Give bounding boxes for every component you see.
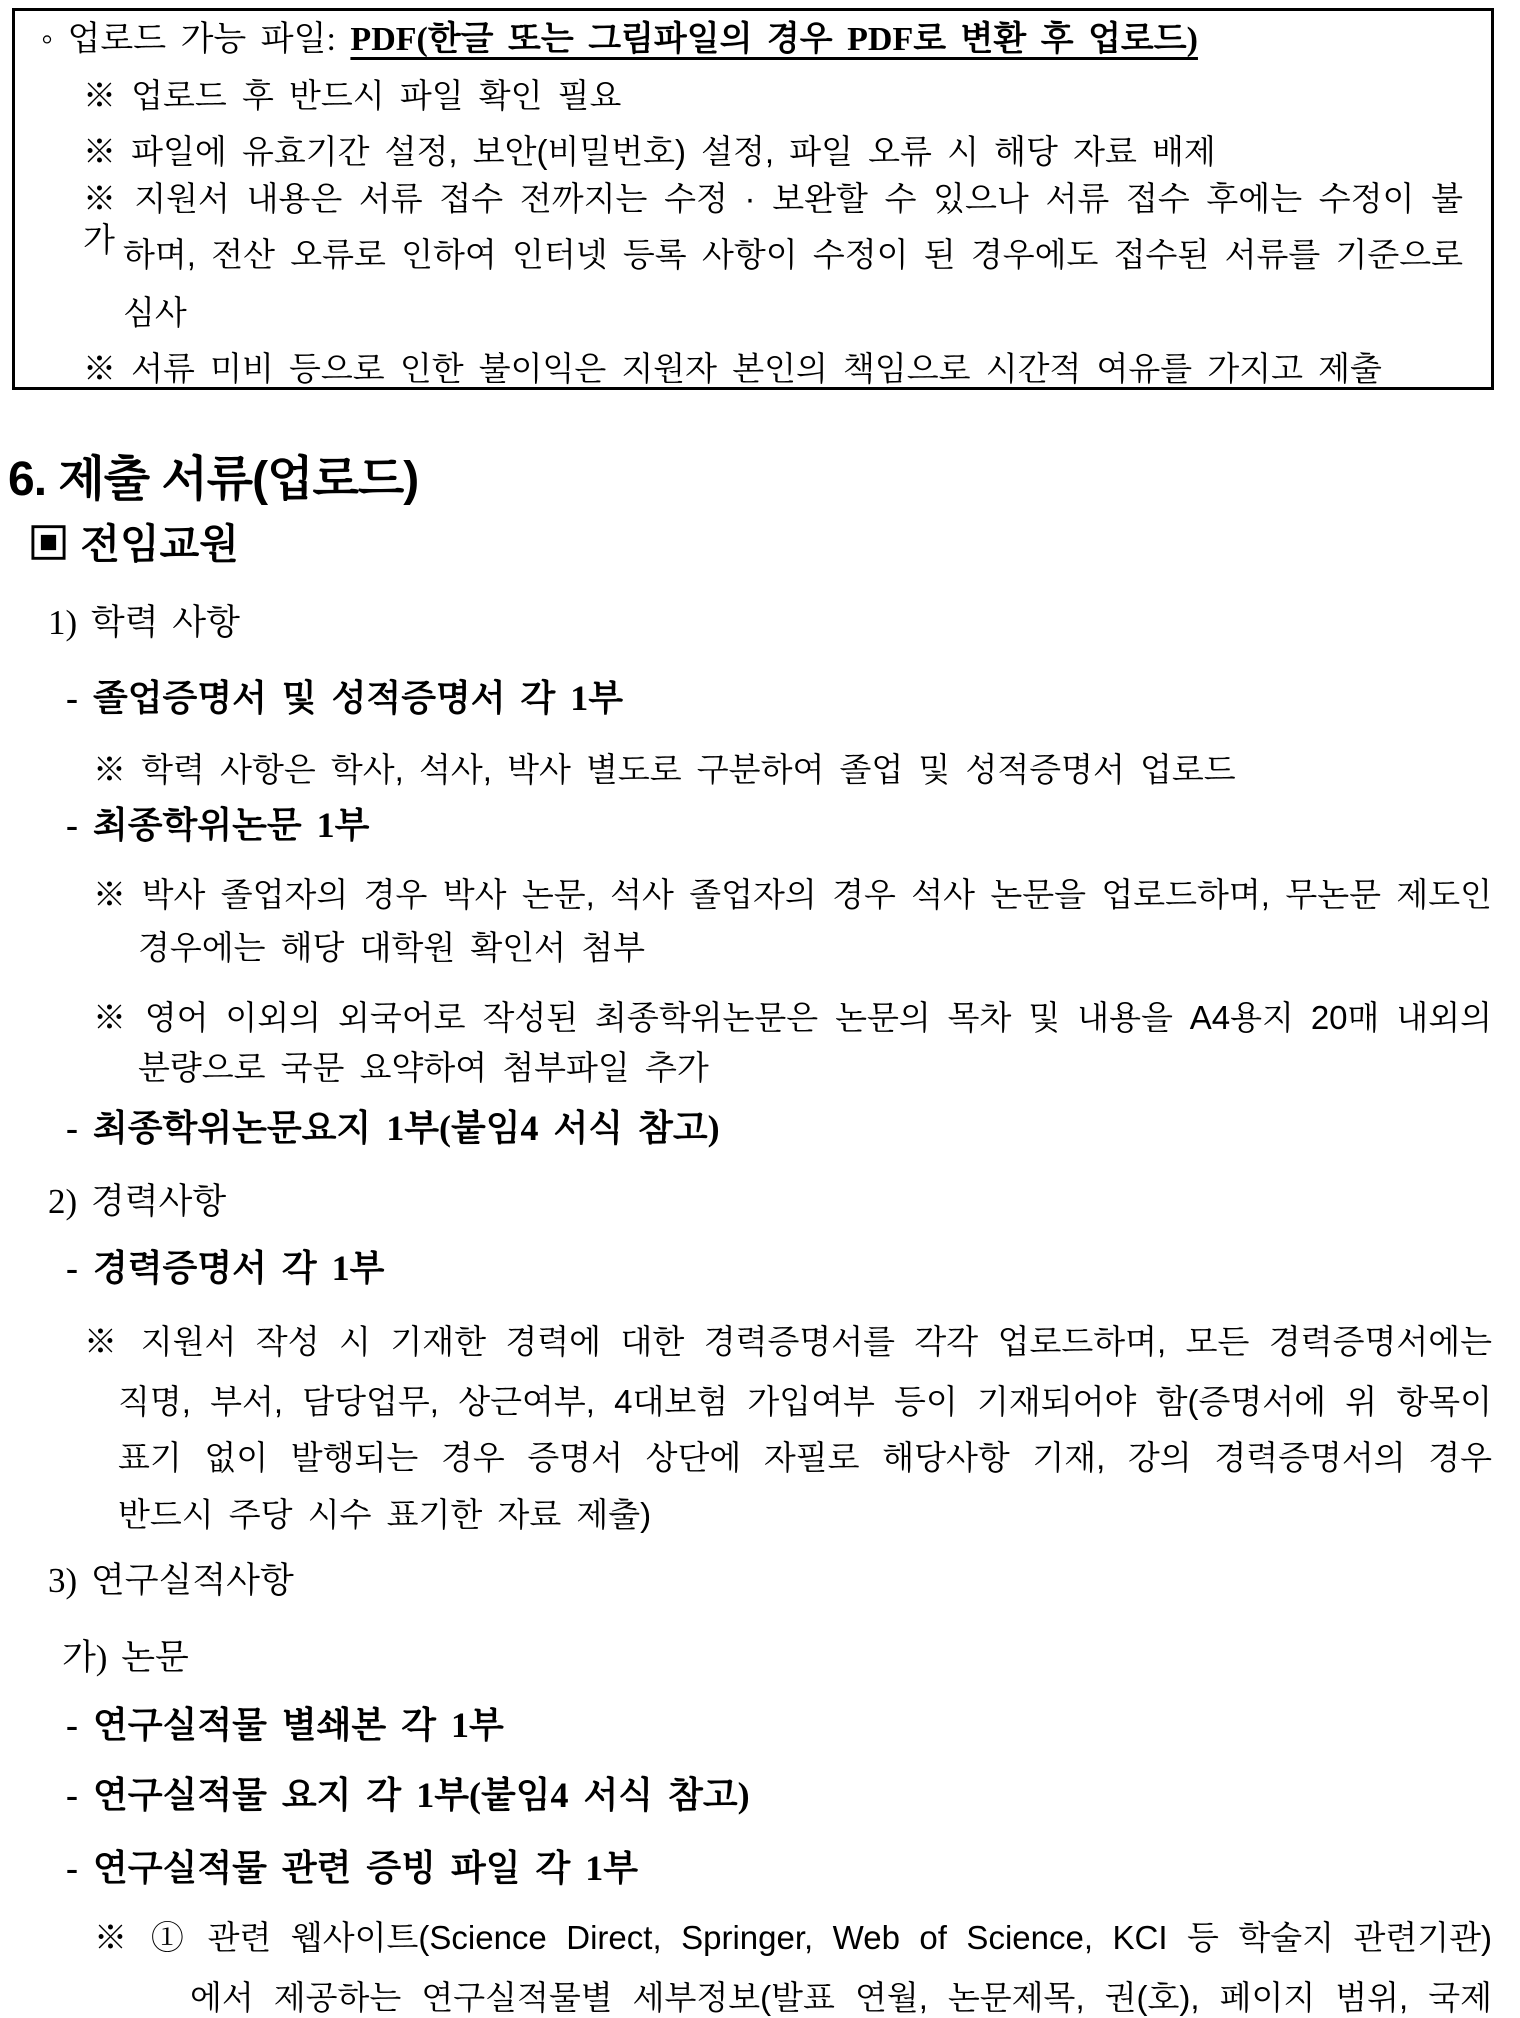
education-item-2-note-1-line-1: ※ 박사 졸업자의 경우 박사 논문, 석사 졸업자의 경우 석사 논문을 업로드하며, 무논문 제도인 [93, 876, 1492, 913]
research-item-2: - 연구실적물 요지 각 1부(붙임4 서식 참고) [66, 1775, 750, 1815]
education-item-2-note-2-line-1: ※ 영어 이외의 외국어로 작성된 최종학위논문은 논문의 목차 및 내용을 A4용지 20매 내외의 [93, 999, 1492, 1036]
section-6-heading: 6. 제출 서류(업로드) [8, 453, 419, 506]
education-heading: 1) 학력 사항 [48, 603, 240, 642]
career-heading: 2) 경력사항 [48, 1182, 227, 1221]
career-note-line-1: ※ 지원서 작성 시 기재한 경력에 대한 경력증명서를 각각 업로드하며, 모든 경력증명서에는 [84, 1323, 1492, 1360]
career-note-line-4: 반드시 주당 시수 표기한 자료 제출) [118, 1496, 652, 1533]
notice-note-3-line-1: ※ 지원서 내용은 서류 접수 전까지는 수정 · 보완할 수 있으나 서류 접수 후에는 수정이 불가 [83, 180, 1463, 259]
upload-notice-title [41, 19, 1198, 62]
research-sub-heading: 가) 논문 [62, 1638, 189, 1677]
career-note-line-2: 직명, 부서, 담당업무, 상근여부, 4대보험 가입여부 등이 기재되어야 함(증명서에 위 항목이 [118, 1383, 1492, 1420]
research-note-line-1: ※ ① 관련 웹사이트(Science Direct, Springer, Web of Science, KCI 등 학술지 관련기관) [94, 1919, 1492, 1956]
notice-note-3-line-3: 심사 [123, 294, 187, 331]
notice-note-2: ※ 파일에 유효기간 설정, 보안(비밀번호) 설정, 파일 오류 시 해당 자료 배제 [83, 133, 1216, 170]
notice-note-4: ※ 서류 미비 등으로 인한 불이익은 지원자 본인의 책임으로 시간적 여유를 가지고 제출 [83, 350, 1382, 387]
education-item-2-note-2-line-2: 분량으로 국문 요약하여 첨부파일 추가 [138, 1049, 709, 1086]
education-item-3: - 최종학위논문요지 1부(붙임4 서식 참고) [66, 1108, 720, 1148]
education-item-2: - 최종학위논문 1부 [66, 805, 370, 845]
education-item-1: - 졸업증명서 및 성적증명서 각 1부 [66, 678, 624, 718]
research-item-3: - 연구실적물 관련 증빙 파일 각 1부 [66, 1848, 639, 1888]
notice-note-1: ※ 업로드 후 반드시 파일 확인 필요 [83, 77, 622, 114]
research-note-line-2: 에서 제공하는 연구실적물별 세부정보(발표 연월, 논문제목, 권(호), 페이지 범위, 국제 [190, 1979, 1492, 2016]
research-item-1: - 연구실적물 별쇄본 각 1부 [66, 1705, 504, 1745]
education-item-1-note: ※ 학력 사항은 학사, 석사, 박사 별도로 구분하여 졸업 및 성적증명서 업로드 [93, 751, 1236, 788]
upload-notice-box [12, 8, 1494, 390]
notice-note-3-line-2: 하며, 전산 오류로 인하여 인터넷 등록 사항이 수정이 된 경우에도 접수된 서류를 기준으로 [123, 236, 1463, 273]
research-heading: 3) 연구실적사항 [48, 1561, 294, 1600]
career-note-line-3: 표기 없이 발행되는 경우 증명서 상단에 자필로 해당사항 기재, 강의 경력증명서의 경우 [118, 1439, 1492, 1476]
upload-notice-title-prefix: ◦ 업로드 가능 파일: [41, 21, 351, 58]
faculty-heading: ▣ 전임교원 [28, 521, 239, 567]
education-item-2-note-1-line-2: 경우에는 해당 대학원 확인서 첨부 [138, 929, 645, 966]
upload-notice-title-emphasis: PDF(한글 또는 그림파일의 경우 PDF로 변환 후 업로드) [350, 21, 1198, 58]
career-item-1: - 경력증명서 각 1부 [66, 1248, 385, 1288]
